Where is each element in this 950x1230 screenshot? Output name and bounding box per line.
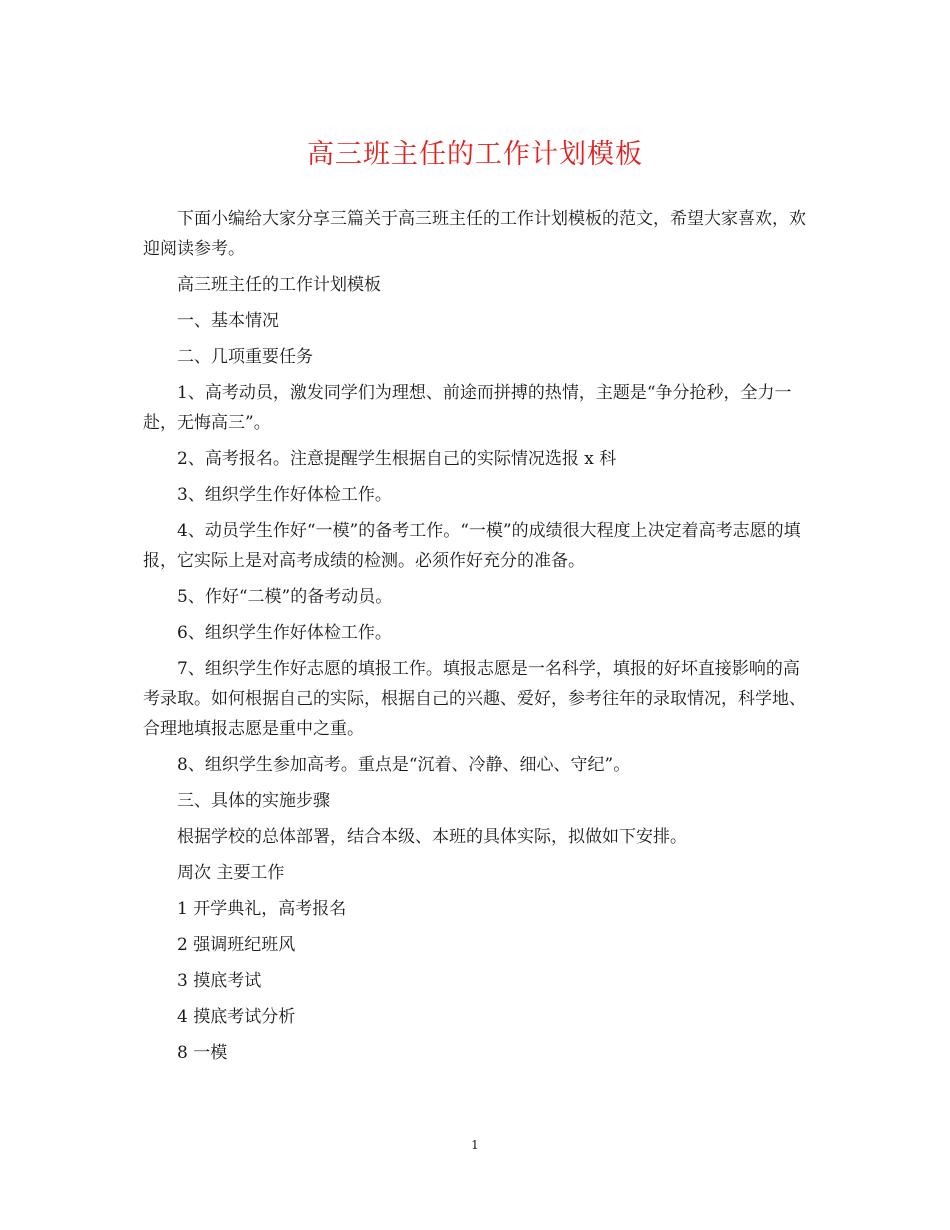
document-title: 高三班主任的工作计划模板	[307, 139, 643, 170]
task-item-7: 7、组织学生作好志愿的填报工作。填报志愿是一名科学，填报的好坏直接影响的高考录取。如何根据自己的实际，根据自己的兴趣、爱好，参考往年的录取情况，科学地、合理地填报志愿是重中之重。	[143, 659, 806, 739]
task-item-1: 1、高考动员，激发同学们为理想、前途而拼搏的热情，主题是“争分抢秒，全力一赴，无悔高三”。	[143, 383, 792, 433]
page-number: 1	[471, 1138, 479, 1152]
task-item-8: 8、组织学生参加高考。重点是“沉着、冷静、细心、守纪”。	[177, 755, 631, 775]
task-item-6: 6、组织学生作好体检工作。	[177, 623, 392, 643]
paragraph-intro: 下面小编给大家分享三篇关于高三班主任的工作计划模板的范文，希望大家喜欢，欢迎阅读参考。	[143, 209, 806, 259]
task-item-5: 5、作好“二模”的备考动员。	[177, 587, 393, 607]
task-item-4: 4、动员学生作好“一模”的备考工作。“一模”的成绩很大程度上决定着高考志愿的填报，它实际上是对高考成绩的检测。必须作好充分的准备。	[143, 521, 801, 571]
schedule-row: 1 开学典礼，高考报名	[177, 899, 347, 919]
document-body	[143, 204, 808, 1074]
schedule-row: 2 强调班纪班风	[177, 935, 296, 955]
task-item-3: 3、组织学生作好体检工作。	[177, 485, 392, 505]
paragraph-subtitle: 高三班主任的工作计划模板	[177, 275, 381, 295]
schedule-row: 4 摸底考试分析	[177, 1007, 296, 1027]
schedule-row: 3 摸底考试	[177, 971, 262, 991]
schedule-row: 8 一模	[177, 1043, 228, 1063]
section-heading-tasks: 二、几项重要任务	[177, 347, 313, 367]
section-heading-steps: 三、具体的实施步骤	[177, 791, 330, 811]
task-item-2: 2、高考报名。注意提醒学生根据自己的实际情况选报 x 科	[177, 449, 617, 469]
schedule-header: 周次 主要工作	[177, 863, 285, 883]
paragraph-arrangement: 根据学校的总体部署，结合本级、本班的具体实际，拟做如下安排。	[177, 827, 687, 847]
section-heading-basic: 一、基本情况	[177, 311, 279, 331]
